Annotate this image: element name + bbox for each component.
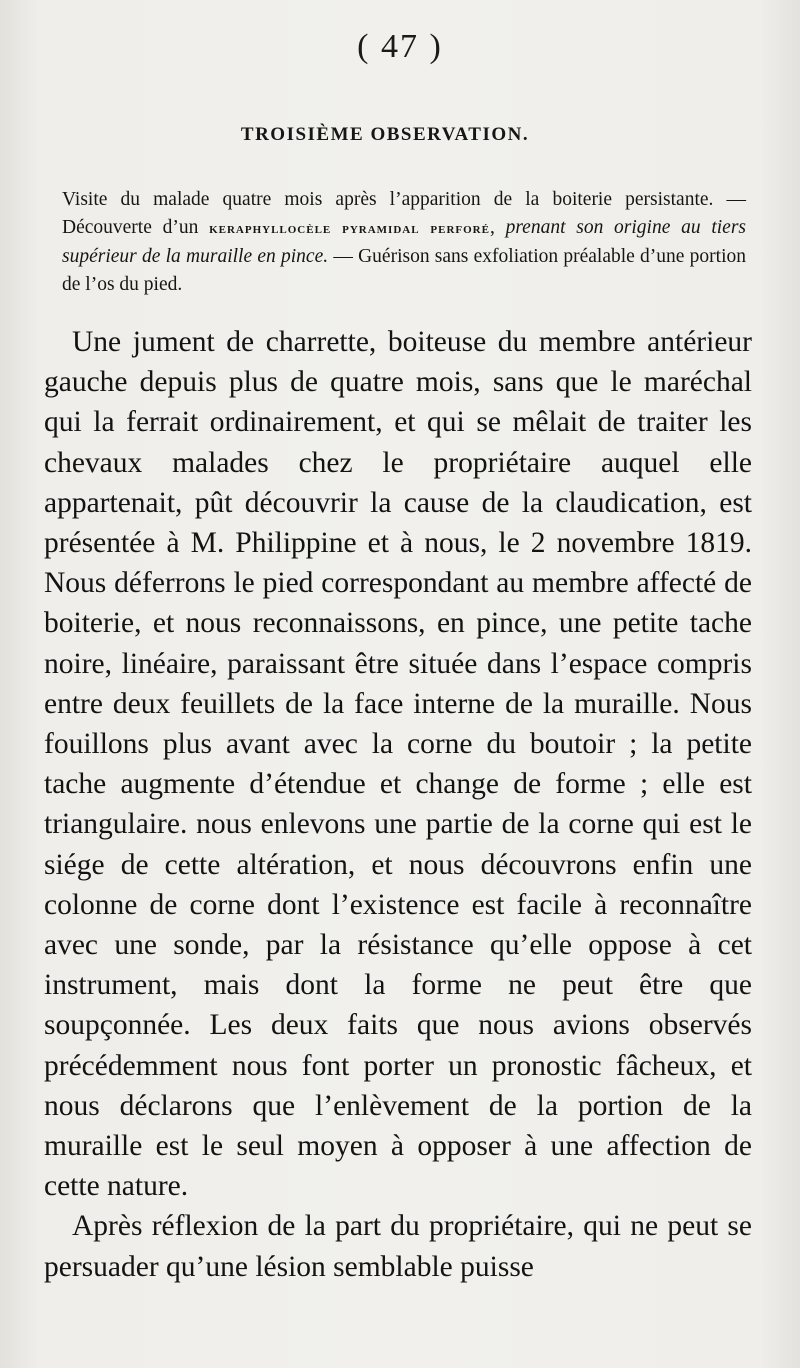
page-number: ( 47 ) xyxy=(357,28,443,65)
body-text xyxy=(44,322,752,1287)
summary-text-2: , xyxy=(489,217,506,238)
observation-summary xyxy=(62,186,746,299)
summary-text-1: Visite du malade quatre mois après l’apparition de la boiterie persistante. — Découverte d’un xyxy=(62,189,746,238)
summary-text-3: — Guérison sans exfoliation préalable d’une portion de l’os du pied. xyxy=(62,246,746,295)
paragraph-1: Une jument de charrette, boiteuse du membre antérieur gauche depuis plus de quatre mois, sans que le maréchal qui la ferrait ordinairement, et qui se mêlait de traiter les chevaux malades chez le propriétaire auquel elle appartenait, pût découvrir la cause de la claudication, est présentée à M. Philippine et à nous, le 2 novembre 1819. Nous déferrons le pied correspondant au membre affecté de boiterie, et nous reconnaissons, en pince, une petite tache noire, linéaire, paraissant être située dans l’espace compris entre deux feuillets de la face interne de la muraille. Nous fouillons plus avant avec la corne du boutoir ; la petite tache augmente d’étendue et change de forme ; elle est triangulaire. nous enlevons une partie de la corne qui est le siége de cette altération, et nous découvrons enfin une colonne de corne dont l’existence est facile à reconnaître avec une sonde, par la résistance qu’elle oppose à cet instrument, mais dont la forme ne peut être que soupçonnée. Les deux faits que nous avions observés précédemment nous font porter un pronostic fâcheux, et nous déclarons que l’enlèvement de la portion de la muraille est le seul moyen à opposer à une affection de cette nature. xyxy=(44,326,752,1203)
paragraph-2: Après réflexion de la part du propriétaire, qui ne peut se persuader qu’une lésion semblable puisse xyxy=(44,1210,752,1283)
summary-smallcaps: keraphyllocèle pyramidal perforé xyxy=(209,220,490,237)
summary-italic: prenant son origine au tiers supérieur de la muraille en pince. xyxy=(62,217,746,267)
section-title: TROISIÈME OBSERVATION. xyxy=(240,124,530,145)
